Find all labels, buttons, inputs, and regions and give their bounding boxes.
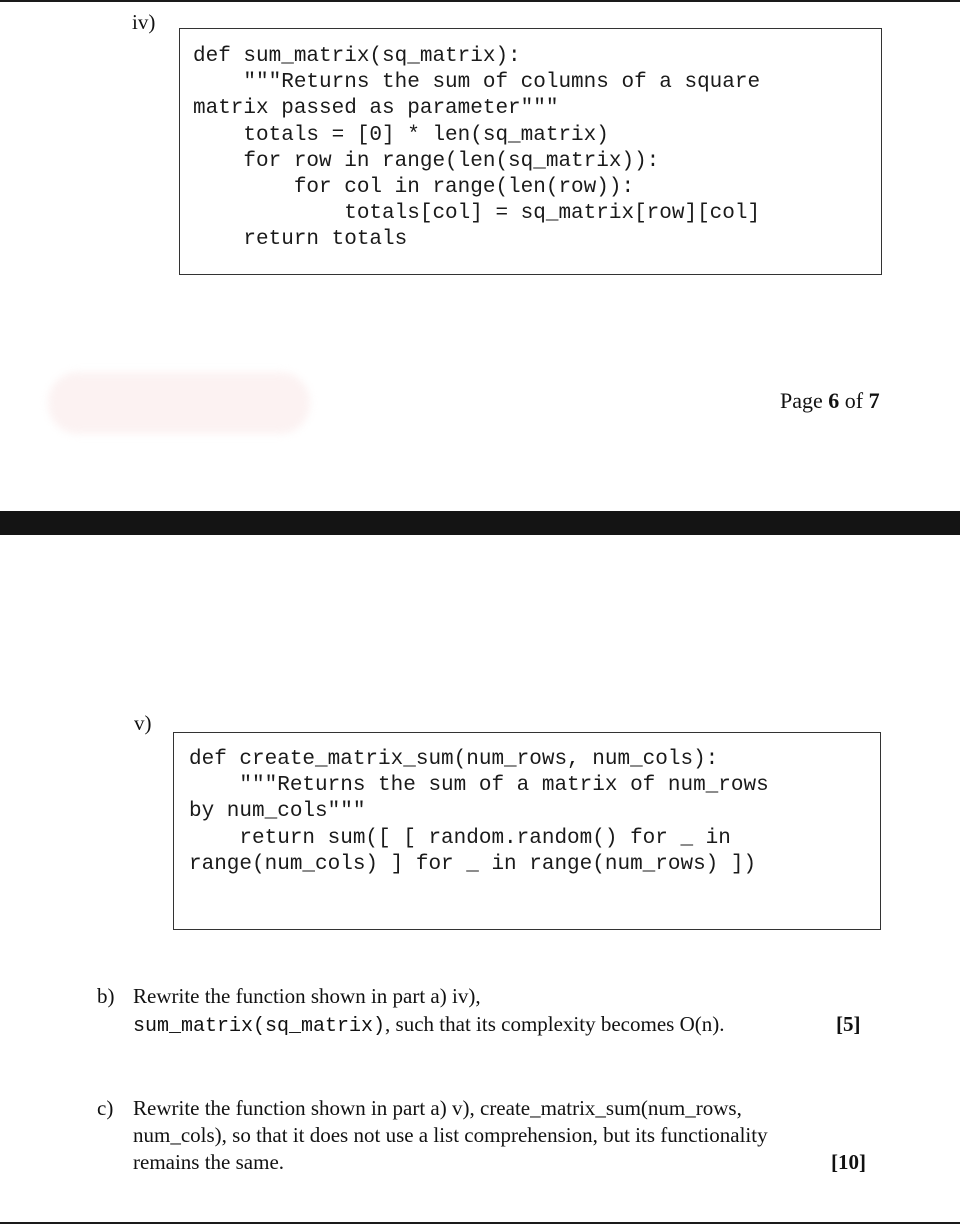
page-current: 6 xyxy=(828,388,840,413)
page-number xyxy=(780,388,880,414)
code-block-iv xyxy=(179,28,882,275)
part-v-label: v) xyxy=(134,711,152,735)
question-c-number: c) xyxy=(97,1096,114,1120)
question-b-line1: Rewrite the function shown in part a) iv), xyxy=(133,984,481,1008)
question-c-line3: remains the same. xyxy=(133,1150,285,1174)
code-block-v xyxy=(173,732,881,930)
question-b-number: b) xyxy=(97,984,115,1008)
part-iv-label: iv) xyxy=(132,10,156,34)
bottom-rule xyxy=(0,1222,960,1224)
code-v-text: def create_matrix_sum(num_rows, num_cols): """Returns the sum of a matrix of num_rows by num_cols""" return sum([ [ random.random() for _ in range(num_cols) ] for _ in range(num_rows) ]) xyxy=(189,748,769,876)
question-c xyxy=(97,1094,887,1184)
question-b-line2 xyxy=(133,1010,724,1041)
question-b-line2-text: , such that its complexity becomes O(n). xyxy=(385,1012,725,1036)
question-c-line1: Rewrite the function shown in part a) v), create_matrix_sum(num_rows, xyxy=(133,1096,742,1120)
question-b-code: sum_matrix(sq_matrix) xyxy=(133,1015,386,1038)
question-b xyxy=(97,982,877,1042)
code-iv-text: def sum_matrix(sq_matrix): """Returns the sum of columns of a square matrix passed as parameter""" totals = [0] * len(sq_matrix) for row in range(len(sq_matrix)): for col in range(len(row)): totals[col] = sq_matrix[row][col] return totals xyxy=(193,45,761,252)
page-break xyxy=(0,511,960,535)
top-rule xyxy=(0,0,960,2)
question-b-marks: [5] xyxy=(836,1012,861,1036)
page-total: 7 xyxy=(868,388,880,413)
smudge xyxy=(48,372,310,434)
page-prefix: Page xyxy=(780,388,829,413)
page-middle: of xyxy=(839,388,869,413)
question-c-line2: num_cols), so that it does not use a list comprehension, but its functionality xyxy=(133,1123,768,1147)
question-c-marks: [10] xyxy=(831,1150,866,1174)
